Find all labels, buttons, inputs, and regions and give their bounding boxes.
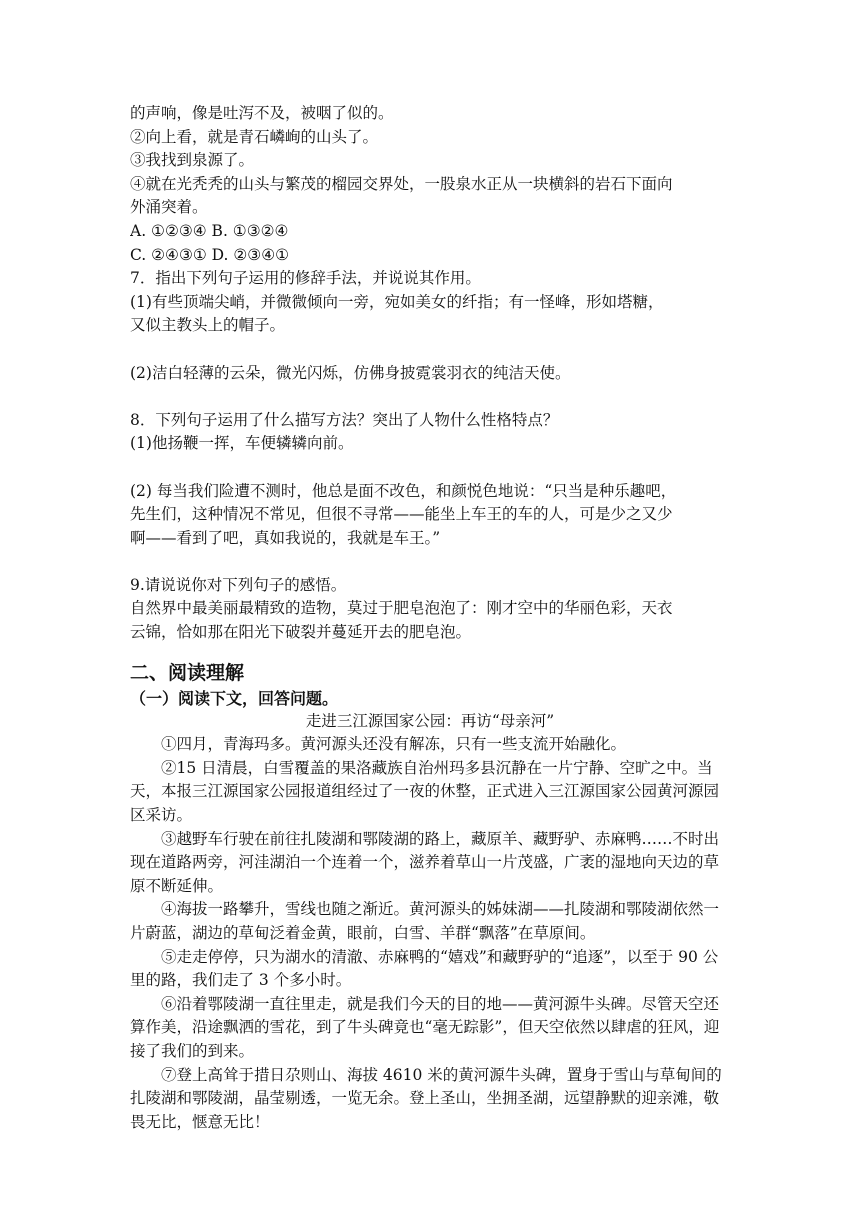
document-page [130, 102, 730, 1134]
question-9-title: 9.请说说你对下列句子的感悟。 [130, 575, 347, 594]
section-heading: 二、阅读理解 [130, 661, 245, 684]
question-7-sentence-1: (1)有些顶端尖峭，并微微倾向一旁，宛如美女的纤指；有一怪峰，形如塔糖， [130, 292, 664, 311]
text-line: ②向上看，就是青石嶙峋的山头了。 [130, 127, 379, 146]
option-line: C. ②④③① D. ②③④① [130, 245, 289, 264]
question-7-sentence-2: (2)洁白轻薄的云朵，微光闪烁，仿佛身披霓裳羽衣的纯洁天使。 [130, 363, 571, 382]
article-paragraph: ⑤走走停停，只为湖水的清澈、赤麻鸭的“嬉戏”和藏野驴的“追逐”，以至于 90 公里的路，我们走了 3 个多小时。 [130, 947, 719, 990]
article-title: 走进三江源国家公园：再访“母亲河” [305, 711, 555, 730]
article-paragraph: ①四月，青海玛多。黄河源头还没有解冻，只有一些支流开始融化。 [161, 735, 627, 754]
text-line: ④就在光秃秃的山头与繁茂的榴园交界处，一股泉水正从一块横斜的岩石下面向 [130, 174, 673, 193]
question-8-sentence-2-cont: 先生们，这种情况不常见，但很不寻常——能坐上车王的车的人，可是少之又少 [130, 505, 673, 524]
question-8-sentence-2-cont: 啊——看到了吧，真如我说的，我就是车王。” [130, 528, 441, 547]
question-9-text-cont: 云锦，恰如那在阳光下破裂并蔓延开去的肥皂泡。 [130, 623, 472, 642]
text-line: ③我找到泉源了。 [130, 151, 255, 170]
question-8-sentence-2: (2) 每当我们险遭不测时，他总是面不改色，和颜悦色地说：“只当是种乐趣吧， [130, 481, 677, 500]
article-paragraph: ③越野车行驶在前往扎陵湖和鄂陵湖的路上，藏原羊、藏野驴、赤麻鸭……不时出现在道路两旁，河洼湖泊一个连着一个，滋养着草山一片茂盛，广袤的湿地向天边的草原不断延伸。 [130, 829, 720, 895]
article-paragraph: ④海拔一路攀升，雪线也随之渐近。黄河源头的姊妹湖——扎陵湖和鄂陵湖依然一片蔚蓝，湖边的草甸泛着金黄，眼前，白雪、羊群“飘落”在草原间。 [130, 900, 720, 942]
question-8-sentence-1: (1)他扬鞭一挥，车便辚辚向前。 [130, 434, 354, 453]
question-7-title: 7．指出下列句子运用的修辞手法，并说说其作用。 [130, 269, 481, 288]
article-paragraph: ⑥沿着鄂陵湖一直往里走，就是我们今天的目的地——黄河源牛头碑。尽管天空还算作美，沿途飘洒的雪花，到了牛头碑竟也“毫无踪影”，但天空依然以肆虐的狂风，迎接了我们的到来。 [130, 994, 720, 1060]
text-line: 外涌突着。 [130, 198, 208, 217]
question-7-sentence-1-cont: 又似主教头上的帽子。 [130, 316, 286, 335]
article-paragraph: ②15 日清晨，白雪覆盖的果洛藏族自治州玛多县沉静在一片宁静、空旷之中。当天，本报三江源国家公园报道组经过了一夜的休整，正式进入三江源国家公园黄河源园区采访。 [130, 758, 720, 825]
option-line: A. ①②③④ B. ①③②④ [130, 221, 289, 240]
text-line: 的声响，像是吐泻不及，被咽了似的。 [130, 104, 394, 122]
question-8-title: 8．下列句子运用了什么描写方法？突出了人物什么性格特点？ [130, 410, 559, 429]
article-paragraph: ⑦登上高耸于措日尕则山、海拔 4610 米的黄河源牛头碑，置身于雪山与草甸间的扎陵湖和鄂陵湖，晶莹剔透，一览无余。登上圣山，坐拥圣湖，远望静默的迎亲滩，敬畏无比，惬意无比！ [130, 1065, 722, 1131]
section-subheading: （一）阅读下文，回答问题。 [130, 688, 339, 708]
question-9-text: 自然界中最美丽最精致的造物，莫过于肥皂泡泡了：刚才空中的华丽色彩，天衣 [130, 599, 673, 618]
